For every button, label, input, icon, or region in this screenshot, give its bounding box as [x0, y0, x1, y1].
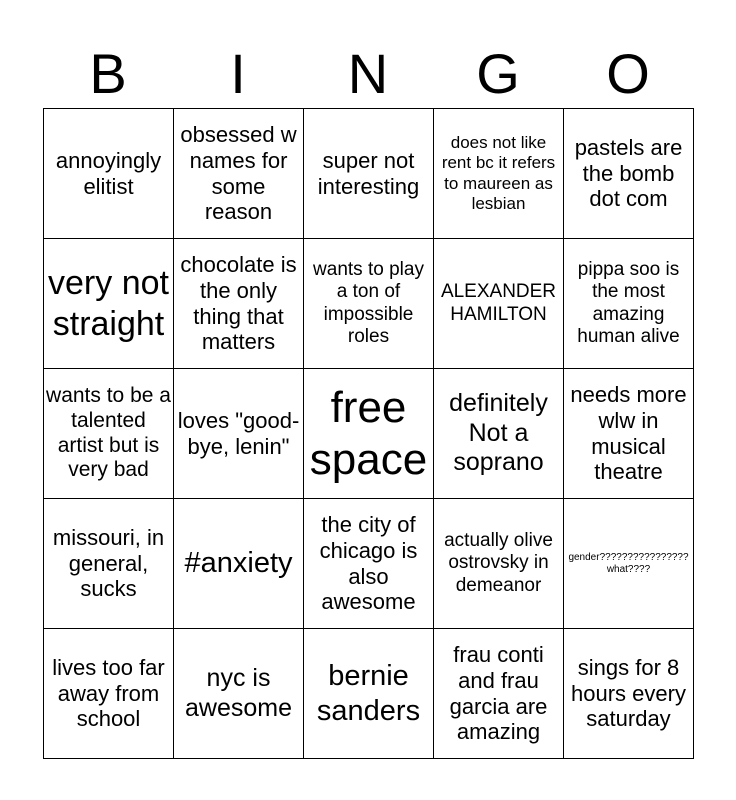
- board-row: [44, 629, 694, 759]
- header-letter-o: O: [606, 42, 650, 105]
- header-letter-n: N: [347, 42, 389, 105]
- header-letter-i: I: [230, 42, 246, 105]
- header-letter-g: G: [476, 42, 520, 105]
- board-row: [44, 499, 694, 629]
- bingo-cell[interactable]: the city of chicago is also awesome: [304, 499, 434, 629]
- bingo-cell[interactable]: nyc is awesome: [174, 629, 304, 759]
- free-space-cell[interactable]: free space: [304, 369, 434, 499]
- bingo-cell[interactable]: ALEXANDER HAMILTON: [434, 239, 564, 369]
- bingo-cell[interactable]: lives too far away from school: [44, 629, 174, 759]
- bingo-cell[interactable]: does not like rent bc it refers to maureen as lesbian: [434, 109, 564, 239]
- board-row: [44, 369, 694, 499]
- bingo-cell[interactable]: very not straight: [44, 239, 174, 369]
- bingo-cell[interactable]: annoyingly elitist: [44, 109, 174, 239]
- bingo-cell[interactable]: pippa soo is the most amazing human alive: [564, 239, 694, 369]
- header-letter-b: B: [89, 42, 127, 105]
- bingo-cell[interactable]: missouri, in general, sucks: [44, 499, 174, 629]
- bingo-header: [43, 40, 693, 108]
- bingo-board: [43, 108, 694, 759]
- bingo-cell[interactable]: pastels are the bomb dot com: [564, 109, 694, 239]
- bingo-cell[interactable]: super not interesting: [304, 109, 434, 239]
- bingo-cell[interactable]: sings for 8 hours every saturday: [564, 629, 694, 759]
- bingo-cell[interactable]: frau conti and frau garcia are amazing: [434, 629, 564, 759]
- bingo-cell[interactable]: obsessed w names for some reason: [174, 109, 304, 239]
- bingo-cell[interactable]: needs more wlw in musical theatre: [564, 369, 694, 499]
- bingo-cell[interactable]: gender???????????????? what????: [564, 499, 694, 629]
- board-row: [44, 239, 694, 369]
- bingo-cell[interactable]: chocolate is the only thing that matters: [174, 239, 304, 369]
- board-row: [44, 109, 694, 239]
- bingo-cell[interactable]: wants to be a talented artist but is very bad: [44, 369, 174, 499]
- bingo-cell[interactable]: loves "good-bye, lenin": [174, 369, 304, 499]
- bingo-cell[interactable]: #anxiety: [174, 499, 304, 629]
- bingo-cell[interactable]: wants to play a ton of impossible roles: [304, 239, 434, 369]
- bingo-cell[interactable]: bernie sanders: [304, 629, 434, 759]
- bingo-cell[interactable]: definitely Not a soprano: [434, 369, 564, 499]
- bingo-cell[interactable]: actually olive ostrovsky in demeanor: [434, 499, 564, 629]
